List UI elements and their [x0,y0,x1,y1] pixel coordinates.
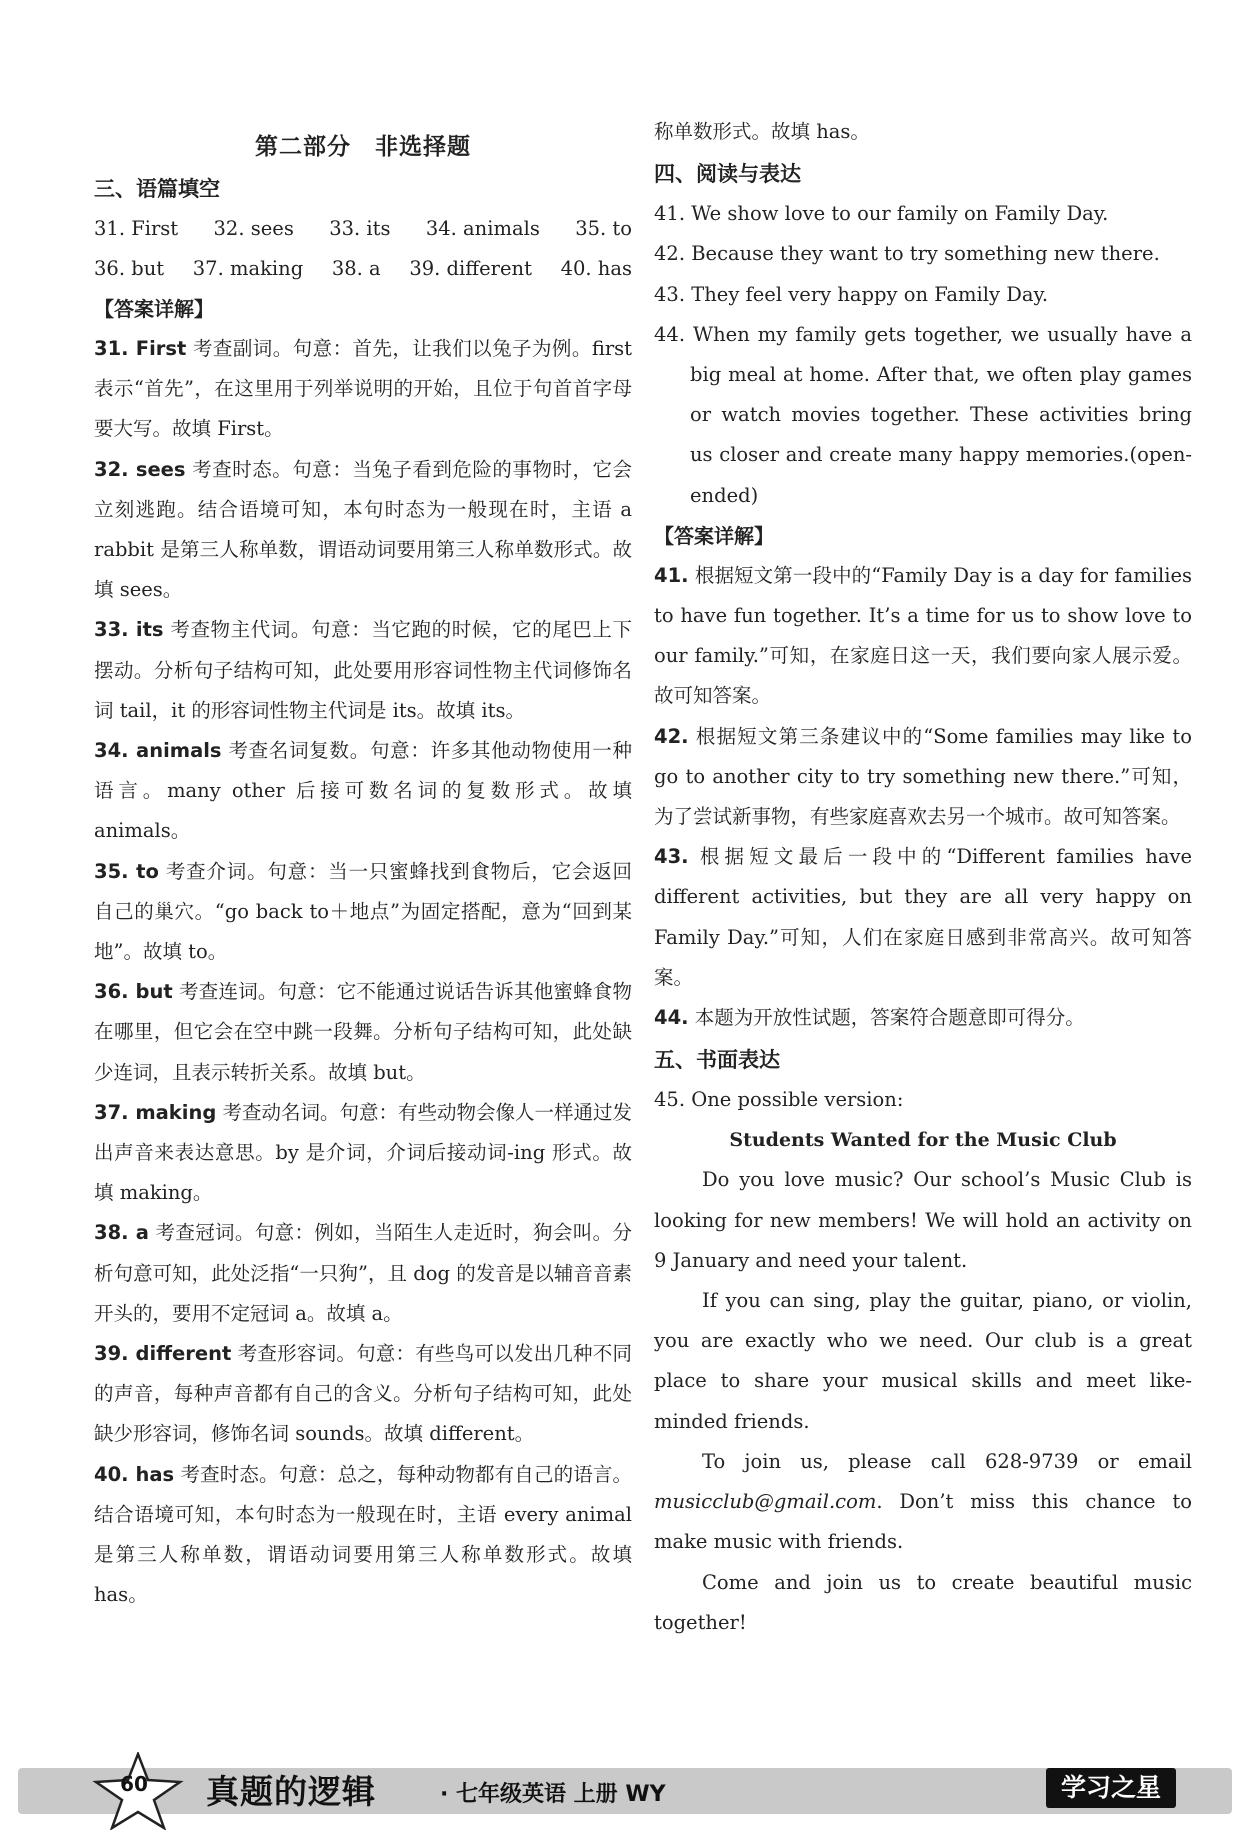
left-column [94,120,632,1616]
explanation-42: 42. 根据短文第三条建议中的“Some families may like to go to another city to try something new there.”可知，为了尝试新事物，有些家庭喜欢去另一个城市。故可知答案。 [654,724,1192,829]
explanation-41: 41. 根据短文第一段中的“Family Day is a day for families to have fun together. It’s a time for us to show love to our family.”可知，在家庭日这一天，我们要向家人展示爱。故可知答案。 [654,563,1192,708]
explanation-35: 35. to 考查介词。句意：当一只蜜蜂找到食物后，它会返回自己的巢穴。“go back to＋地点”为固定搭配，意为“回到某地”。故填 to。 [94,859,632,964]
explanation-40-continued: 称单数形式。故填 has。 [654,120,870,143]
section3-heading: 三、语篇填空 [94,177,220,201]
answer-36: 36. but [94,257,165,280]
page-footer [0,1758,1250,1822]
answer-43: 43. They feel very happy on Family Day. [654,282,1049,306]
answer-41: 41. We show love to our family on Family Day. [654,202,1109,226]
section5-heading: 五、书面表达 [654,1048,780,1073]
explanation-43: 43. 根据短文最后一段中的“Different families have different activities, but they are all very happy on Family Day.”可知，人们在家庭日感到非常高兴。故可知答案。 [654,845,1192,989]
book-subtitle: · 七年级英语 上册 WY [440,1782,666,1807]
explanation-33: 33. its 考查物主代词。句意：当它跑的时候，它的尾巴上下摆动。分析句子结构可知，此处要用形容词性物主代词修饰名词 tail，it 的形容词性物主代词是 its。故填 its。 [94,618,632,722]
answer-42: 42. Because they want to try something new there. [654,242,1160,266]
answer-row-2 [94,249,632,289]
part-title: 第二部分 非选择题 [255,134,471,160]
essay-paragraph-1: Do you love music? Our school’s Music Club is looking for new members! We will hold an activity on 9 January and need your talent. [654,1168,1192,1272]
book-brand: 真题的逻辑 [206,1772,376,1811]
detail-label-2: 【答案详解】 [654,523,774,548]
answer-row-1 [94,209,632,249]
answer-37: 37. making [192,257,304,280]
explanation-32: 32. sees 考查时态。句意：当兔子看到危险的事物时，它会立刻逃跑。结合语境可知，本句时态为一般现在时，主语 a rabbit 是第三人称单数，谓语动词要用第三人称单数形式。故填 sees。 [94,457,632,602]
explanation-44: 44. 本题为开放性试题，答案符合题意即可得分。 [654,1006,1085,1030]
explanation-34: 34. animals 考查名词复数。句意：许多其他动物使用一种语言。many other 后接可数名词的复数形式。故填 animals。 [94,739,633,843]
essay-paragraph-4: Come and join us to create beautiful music together! [654,1570,1192,1634]
answer-39: 39. different [409,257,532,280]
answer-33: 33. its [329,217,391,240]
explanation-39: 39. different 考查形容词。句意：有些鸟可以发出几种不同的声音，每种声音都有自己的含义。分析句子结构可知，此处缺少形容词，修饰名词 sounds。故填 different。 [94,1342,633,1446]
explanation-37: 37. making 考查动名词。句意：有些动物会像人一样通过发出声音来表达意思。by 是介词，介词后接动词-ing 形式。故填 making。 [94,1100,633,1205]
explanation-36: 36. but 考查连词。句意：它不能通过说话告诉其他蜜蜂食物在哪里，但它会在空中跳一段舞。分析句子结构可知，此处缺少连词，且表示转折关系。故填 but。 [94,980,632,1084]
right-column [654,112,1192,1643]
section4-heading: 四、阅读与表达 [654,162,801,187]
essay-paragraph-2: If you can sing, play the guitar, piano, or violin, you are exactly who we need. Our club is a great place to share your musical skills and meet like-minded friends. [654,1289,1192,1433]
publisher-logo: 学习之星 [1046,1768,1176,1808]
essay-title: Students Wanted for the Music Club [729,1129,1117,1152]
answer-44: 44. When my family gets together, we usually have a big meal at home. After that, we often play games or watch movies together. These activities bring us closer and create many happy memories.(open-ended) [654,322,1192,507]
answer-35: 35. to [575,217,632,240]
essay-intro: 45. One possible version: [654,1088,904,1112]
detail-label: 【答案详解】 [94,297,214,321]
page-number: 60 [120,1772,148,1796]
answer-31: 31. First [94,217,179,240]
explanation-38: 38. a 考查冠词。句意：例如，当陌生人走近时，狗会叫。分析句意可知，此处泛指“一只狗”，且 dog 的发音是以辅音音素开头的，要用不定冠词 a。故填 a。 [94,1221,632,1325]
answer-34: 34. animals [425,217,540,240]
answer-32: 32. sees [213,217,294,240]
email-address: musicclub@gmail.com [654,1490,877,1514]
essay-paragraph-3: To join us, please call 628-9739 or email musicclub@gmail.com. Don’t miss this chance to make music with friends. [654,1449,1192,1554]
explanation-40: 40. has 考查时态。句意：总之，每种动物都有自己的语言。结合语境可知，本句时态为一般现在时，主语 every animal 是第三人称单数，谓语动词要用第三人称单数形式。故填 has。 [94,1462,632,1607]
explanation-31: 31. First 考查副词。句意：首先，让我们以兔子为例。first 表示“首先”，在这里用于列举说明的开始，且位于句首首字母要大写。故填 First。 [94,337,632,441]
answer-38: 38. a [331,257,381,280]
answer-40: 40. has [560,257,632,280]
